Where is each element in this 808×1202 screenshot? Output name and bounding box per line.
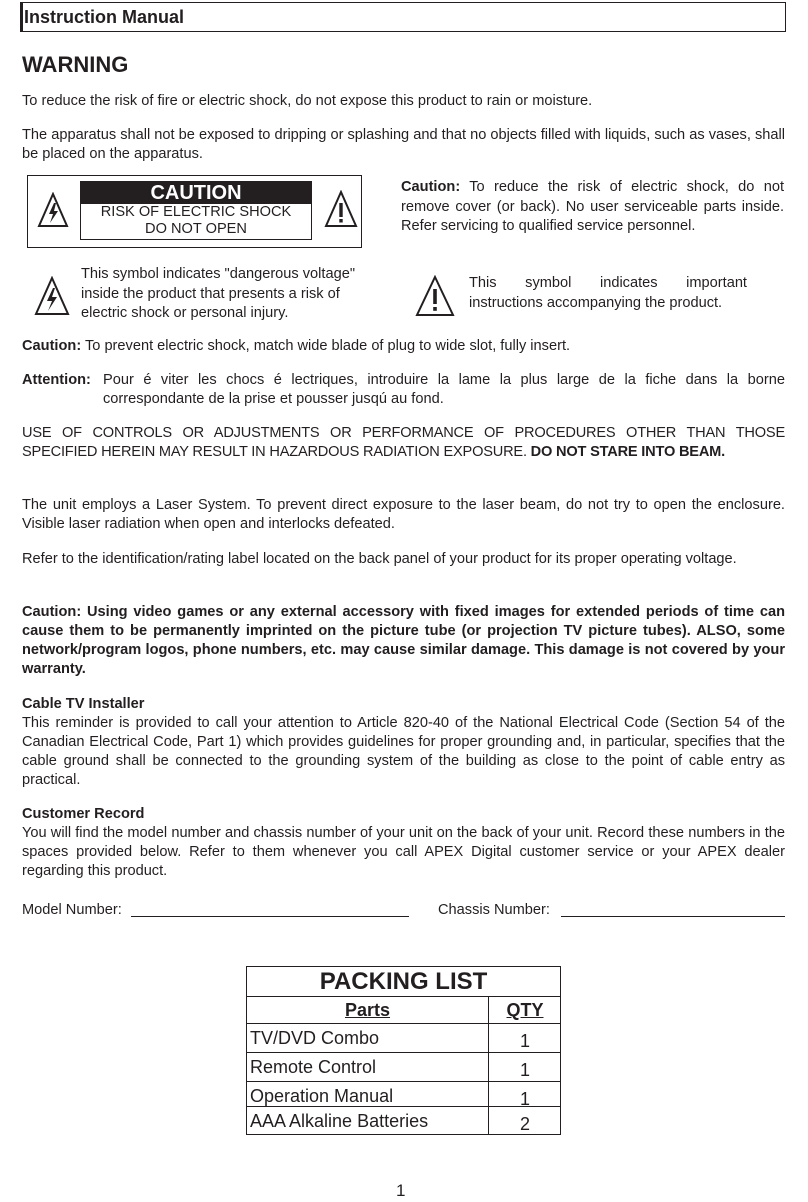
chassis-number-field[interactable] xyxy=(561,916,785,917)
caution-cover-body: To reduce the risk of electric shock, do not remove cover (or back). No user serviceable parts inside. Refer servicing to qualified service personnel. xyxy=(401,179,784,234)
caution-cover-label: Caution: xyxy=(401,179,461,195)
attention-body: Pour é viter les chocs é lectriques, introduire la lame la plus large de la fiche dans la borne correspondante de la prise et pousser jusqú au fond. xyxy=(103,372,785,407)
table-row xyxy=(247,1106,560,1135)
part-name: TV/DVD Combo xyxy=(250,1028,380,1048)
caution-plug-body: To prevent electric shock, match wide blade of plug to wide slot, fully insert. xyxy=(81,338,571,354)
table-row xyxy=(247,1023,560,1052)
caution-heading: CAUTION xyxy=(81,182,311,204)
controls-warning-body: USE OF CONTROLS OR ADJUSTMENTS OR PERFORMANCE OF PROCEDURES OTHER THAN THOSE SPECIFIED HEREIN MAY RESULT IN HAZARDOUS RADIATION EXPOSURE. xyxy=(22,425,785,460)
part-name: Remote Control xyxy=(250,1057,377,1077)
controls-warning xyxy=(22,424,785,462)
attention-label: Attention: xyxy=(22,372,91,388)
caution-plug-label: Caution: xyxy=(22,338,82,354)
lightning-warning-icon xyxy=(37,192,69,228)
part-qty: 1 xyxy=(519,1060,530,1080)
model-number-label: Model Number: xyxy=(22,902,122,918)
warning-paragraph-1: To reduce the risk of fire or electric shock, do not expose this product to rain or moisture. xyxy=(22,93,593,109)
page-number: 1 xyxy=(396,1181,406,1200)
part-name: Operation Manual xyxy=(250,1086,394,1106)
exclamation-warning-icon xyxy=(324,190,358,228)
customer-paragraph: You will find the model number and chassis number of your unit on the back of your unit. Record these numbers in the spaces provided below. Refer to them whenever you call APEX Digital customer service or your APEX dealer regarding this product. xyxy=(22,825,785,879)
cable-paragraph: This reminder is provided to call your attention to Article 820-40 of the National Electrical Code (Section 54 of the Canadian Electrical Code, Part 1) which provides guidelines for proper grounding and, in particular, specifies that the cable ground shall be connected to the grounding system of the building as close to the point of cable entry as practical. xyxy=(22,715,785,788)
table-row xyxy=(247,1052,560,1081)
video-caution-paragraph: Caution: Using video games or any external accessory with fixed images for extended periods of time can cause them to be permanently imprinted on the picture tube (or projection TV picture tubes). ALSO, some network/program logos, phone numbers, etc. may cause similar damage. This damage is not covered by your warranty. xyxy=(22,604,785,677)
dangerous-voltage-icon xyxy=(34,276,70,316)
caution-cover-text xyxy=(401,178,784,237)
chassis-number-label: Chassis Number: xyxy=(438,902,550,918)
header-title: Instruction Manual xyxy=(24,7,185,27)
controls-warning-bold: DO NOT STARE INTO BEAM. xyxy=(530,444,725,460)
caution-label xyxy=(27,175,362,248)
customer-title: Customer Record xyxy=(22,806,145,822)
caution-line-1: RISK OF ELECTRIC SHOCK xyxy=(100,204,292,220)
cable-title: Cable TV Installer xyxy=(22,696,145,712)
packing-list-table xyxy=(246,966,561,1135)
important-instructions-icon xyxy=(415,275,455,317)
instructions-symbol-text: This symbol indicates important instructions accompanying the product. xyxy=(469,275,747,311)
parts-column-header: Parts xyxy=(344,1000,391,1020)
column-divider xyxy=(488,997,489,1134)
part-qty: 1 xyxy=(519,1031,530,1051)
part-name: AAA Alkaline Batteries xyxy=(250,1111,429,1131)
caution-label-inner xyxy=(80,181,312,240)
laser-paragraph: The unit employs a Laser System. To prevent direct exposure to the laser beam, do not try to open the enclosure. Visible laser radiation when open and interlocks defeated. xyxy=(22,497,785,532)
rating-paragraph: Refer to the identification/rating label located on the back panel of your product for its proper operating voltage. xyxy=(22,551,737,567)
qty-column-header: QTY xyxy=(506,1000,544,1020)
packing-list-title: PACKING LIST xyxy=(247,967,560,997)
caution-plug-text xyxy=(22,337,785,356)
manual-header xyxy=(20,2,786,32)
warning-title: WARNING xyxy=(22,52,129,77)
model-number-field[interactable] xyxy=(131,916,409,917)
attention-text xyxy=(22,371,785,409)
part-qty: 1 xyxy=(519,1089,530,1109)
caution-line-2: DO NOT OPEN xyxy=(145,221,247,237)
voltage-symbol-text: This symbol indicates "dangerous voltage" inside the product that presents a risk of electric shock or personal injury. xyxy=(81,266,356,321)
warning-paragraph-2: The apparatus shall not be exposed to dripping or splashing and that no objects filled with liquids, such as vases, shall be placed on the apparatus. xyxy=(22,127,785,162)
part-qty: 2 xyxy=(519,1114,530,1134)
